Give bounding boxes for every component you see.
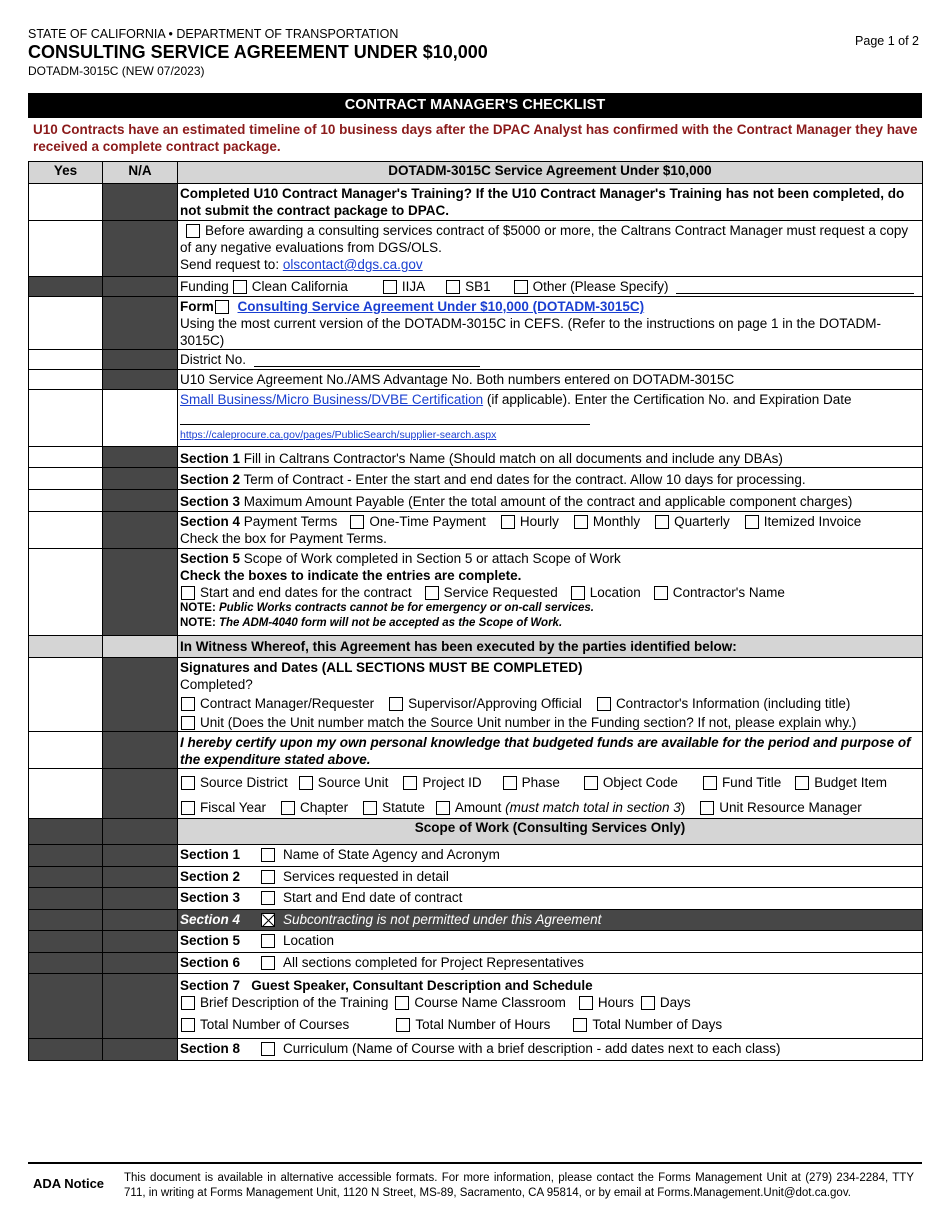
amount-label: Amount bbox=[454, 800, 502, 815]
service-requested-label: Service Requested bbox=[443, 585, 558, 600]
certify-statement: I hereby certify upon my own personal knowledge that budgeted funds are available for the period and purpose of the expenditure stated above. bbox=[180, 735, 911, 767]
yes-cell-disabled bbox=[29, 953, 103, 974]
total-courses-label: Total Number of Courses bbox=[200, 1017, 350, 1032]
fiscal-year-checkbox[interactable] bbox=[181, 801, 195, 815]
yes-cell[interactable] bbox=[29, 549, 103, 636]
footer-divider bbox=[28, 1162, 922, 1164]
iija-label: IIJA bbox=[401, 279, 426, 294]
agency-line: STATE OF CALIFORNIA • DEPARTMENT OF TRANSPORTATION bbox=[28, 27, 399, 41]
section3-label: Section 3 bbox=[180, 494, 241, 509]
source-unit-label: Source Unit bbox=[317, 775, 389, 790]
yes-cell-disabled bbox=[29, 636, 103, 658]
yes-cell[interactable] bbox=[29, 184, 103, 221]
na-cell-disabled bbox=[103, 1039, 178, 1061]
course-name-checkbox[interactable] bbox=[395, 996, 409, 1010]
na-cell-disabled bbox=[103, 370, 178, 390]
project-id-checkbox[interactable] bbox=[403, 776, 417, 790]
scope-section1-text: Name of State Agency and Acronym bbox=[283, 847, 500, 862]
training-item: Completed U10 Contract Manager's Training? If the U10 Contract Manager's Training has not been completed, do not submit the contract package to DPAC. bbox=[180, 186, 905, 218]
section5-label: Section 5 bbox=[180, 551, 241, 566]
na-cell-disabled bbox=[103, 512, 178, 549]
other-funding-checkbox[interactable] bbox=[514, 280, 528, 294]
ada-notice-title: ADA Notice bbox=[33, 1176, 105, 1191]
yes-cell-disabled bbox=[29, 974, 103, 1039]
na-cell-disabled bbox=[103, 819, 178, 845]
note-adm-4040: The ADM-4040 form will not be accepted as the Scope of Work. bbox=[218, 617, 563, 629]
source-district-label: Source District bbox=[200, 775, 288, 790]
contractor-name-label: Contractor's Name bbox=[672, 585, 785, 600]
send-request-label: Send request to: bbox=[180, 257, 280, 272]
scope-section2-label: Section 2 bbox=[180, 869, 241, 884]
scope-section5-checkbox[interactable] bbox=[261, 934, 275, 948]
ols-email-link[interactable]: olscontact@dgs.ca.gov bbox=[282, 257, 423, 272]
note-label: NOTE: bbox=[180, 617, 216, 629]
yes-cell[interactable] bbox=[29, 221, 103, 277]
scope-section3-label: Section 3 bbox=[180, 890, 241, 905]
na-cell-disabled bbox=[103, 447, 178, 468]
other-funding-label: Other (Please Specify) bbox=[532, 279, 669, 294]
yes-cell[interactable] bbox=[29, 297, 103, 350]
scope-section4-text: Subcontracting is not permitted under this Agreement bbox=[283, 912, 602, 927]
phase-label: Phase bbox=[521, 775, 560, 790]
supervisor-checkbox[interactable] bbox=[389, 697, 403, 711]
supplier-search-link[interactable]: https://caleprocure.ca.gov/pages/PublicSearch/supplier-search.aspx bbox=[180, 429, 497, 441]
scope-section1-checkbox[interactable] bbox=[261, 848, 275, 862]
project-id-label: Project ID bbox=[422, 775, 482, 790]
district-label: District No. bbox=[180, 352, 247, 367]
start-end-dates-checkbox[interactable] bbox=[181, 586, 195, 600]
section3-text: Maximum Amount Payable (Enter the total amount of the contract and applicable component charges) bbox=[243, 494, 853, 509]
budget-item-label: Budget Item bbox=[814, 775, 888, 790]
days-checkbox[interactable] bbox=[641, 996, 655, 1010]
scope-section8-label: Section 8 bbox=[180, 1041, 241, 1056]
location-label: Location bbox=[589, 585, 641, 600]
budget-item-checkbox[interactable] bbox=[795, 776, 809, 790]
clean-california-checkbox[interactable] bbox=[233, 280, 247, 294]
section4-label: Section 4 bbox=[180, 514, 241, 529]
na-cell-disabled bbox=[103, 297, 178, 350]
timeline-notice: U10 Contracts have an estimated timeline of 10 business days after the DPAC Analyst has confirmed with the Contract Manager they have received a complete contract package. bbox=[33, 122, 918, 154]
scope-section5-label: Section 5 bbox=[180, 933, 241, 948]
na-cell-disabled bbox=[103, 974, 178, 1039]
dotadm-3015c-link[interactable]: Consulting Service Agreement Under $10,000 (DOTADM-3015C) bbox=[237, 299, 645, 314]
unit-resource-checkbox[interactable] bbox=[700, 801, 714, 815]
section1-label: Section 1 bbox=[180, 451, 241, 466]
section2-text: Term of Contract - Enter the start and end dates for the contract. Allow 10 days for processing. bbox=[243, 472, 806, 487]
district-field[interactable] bbox=[254, 352, 480, 367]
unit-checkbox[interactable] bbox=[181, 716, 195, 730]
itemized-invoice-checkbox[interactable] bbox=[745, 515, 759, 529]
sb-certification-link[interactable]: Small Business/Micro Business/DVBE Certification bbox=[180, 392, 484, 407]
contract-manager-label: Contract Manager/Requester bbox=[200, 696, 375, 711]
section5-check-instruction: Check the boxes to indicate the entries are complete. bbox=[180, 568, 522, 583]
page-indicator: Page 1 of 2 bbox=[855, 34, 919, 48]
yes-cell-disabled bbox=[29, 888, 103, 910]
checklist-title: CONTRACT MANAGER'S CHECKLIST bbox=[28, 93, 922, 118]
statute-checkbox[interactable] bbox=[363, 801, 377, 815]
amount-checkbox[interactable] bbox=[436, 801, 450, 815]
sb1-label: SB1 bbox=[465, 279, 491, 294]
scope-title: Scope of Work (Consulting Services Only) bbox=[178, 819, 923, 845]
na-cell-disabled bbox=[103, 184, 178, 221]
days-label: Days bbox=[659, 995, 691, 1010]
yes-cell-disabled bbox=[29, 931, 103, 953]
yes-cell-disabled bbox=[29, 867, 103, 888]
na-cell-disabled bbox=[103, 468, 178, 490]
witness-heading: In Witness Whereof, this Agreement has been executed by the parties identified below: bbox=[180, 639, 737, 654]
scope-section6-label: Section 6 bbox=[180, 955, 241, 970]
monthly-checkbox[interactable] bbox=[574, 515, 588, 529]
na-cell-disabled bbox=[103, 845, 178, 867]
section1-text: Fill in Caltrans Contractor's Name (Should match on all documents and include any DBAs) bbox=[243, 451, 783, 466]
section2-label: Section 2 bbox=[180, 472, 241, 487]
scope-section7-label: Section 7 bbox=[180, 978, 241, 993]
ada-notice-text: This document is available in alternative accessible formats. For more information, please contact the Forms Management Unit at (279) 234-2284, TTY 711, in writing at Forms Management Unit, 1120 N Street, MS-89, Sacramento, CA 95814, or by email at Forms.Management.Unit@dot.ca.gov. bbox=[124, 1172, 914, 1199]
section4-text: Payment Terms bbox=[243, 514, 338, 529]
note-label: NOTE: bbox=[180, 602, 216, 614]
col-item-header: DOTADM-3015C Service Agreement Under $10,000 bbox=[178, 162, 923, 184]
supervisor-label: Supervisor/Approving Official bbox=[408, 696, 582, 711]
yes-cell[interactable] bbox=[29, 658, 103, 732]
object-code-label: Object Code bbox=[602, 775, 678, 790]
na-cell-disabled bbox=[103, 732, 178, 769]
negative-eval-text: Before awarding a consulting services contract of $5000 or more, the Caltrans Contract Manager must request a copy of any negative evaluations from DGS/OLS. bbox=[180, 223, 909, 255]
scope-section4-checkbox-checked[interactable] bbox=[261, 913, 275, 927]
na-cell-disabled bbox=[103, 888, 178, 910]
service-requested-checkbox[interactable] bbox=[425, 586, 439, 600]
quarterly-label: Quarterly bbox=[674, 514, 730, 529]
na-cell-disabled bbox=[103, 636, 178, 658]
location-checkbox[interactable] bbox=[571, 586, 585, 600]
sb-certification-text: (if applicable). Enter the Certification No. and Expiration Date bbox=[486, 392, 852, 407]
total-courses-checkbox[interactable] bbox=[181, 1018, 195, 1032]
scope-section6-text: All sections completed for Project Representatives bbox=[283, 955, 584, 970]
scope-section1-label: Section 1 bbox=[180, 847, 241, 862]
scope-section8-checkbox[interactable] bbox=[261, 1042, 275, 1056]
yes-cell-disabled bbox=[29, 277, 103, 297]
negative-eval-checkbox[interactable] bbox=[186, 224, 200, 238]
na-cell-disabled bbox=[103, 658, 178, 732]
form-number: DOTADM-3015C (NEW 07/2023) bbox=[28, 64, 205, 78]
yes-cell[interactable] bbox=[29, 732, 103, 769]
contractor-name-checkbox[interactable] bbox=[654, 586, 668, 600]
scope-section5-text: Location bbox=[283, 933, 335, 948]
fund-title-checkbox[interactable] bbox=[703, 776, 717, 790]
col-na-header: N/A bbox=[103, 162, 178, 184]
yes-cell-disabled bbox=[29, 1039, 103, 1061]
one-time-payment-checkbox[interactable] bbox=[350, 515, 364, 529]
yes-cell[interactable] bbox=[29, 447, 103, 468]
hours-label: Hours bbox=[597, 995, 634, 1010]
scope-section6-checkbox[interactable] bbox=[261, 956, 275, 970]
scope-section8-text: Curriculum (Name of Course with a brief description - add dates next to each class) bbox=[283, 1041, 781, 1056]
brief-description-checkbox[interactable] bbox=[181, 996, 195, 1010]
na-cell-disabled bbox=[103, 867, 178, 888]
na-cell-disabled bbox=[103, 953, 178, 974]
source-unit-checkbox[interactable] bbox=[299, 776, 313, 790]
yes-cell[interactable] bbox=[29, 390, 103, 447]
section5-text: Scope of Work completed in Section 5 or attach Scope of Work bbox=[243, 551, 621, 566]
form-note: Using the most current version of the DOTADM-3015C in CEFS. (Refer to the instructions on page 1 in the DOTADM-3015C) bbox=[180, 316, 882, 348]
checklist-table bbox=[28, 161, 923, 1061]
contractor-info-label: Contractor's Information (including title) bbox=[615, 696, 851, 711]
funding-label: Funding bbox=[180, 279, 229, 294]
chapter-checkbox[interactable] bbox=[281, 801, 295, 815]
completed-label: Completed? bbox=[180, 677, 253, 692]
u10-number-item: U10 Service Agreement No./AMS Advantage No. Both numbers entered on DOTADM-3015C bbox=[180, 372, 735, 387]
na-cell-disabled bbox=[103, 931, 178, 953]
note-public-works: Public Works contracts cannot be for emergency or on-call services. bbox=[218, 602, 594, 614]
form-checkbox[interactable] bbox=[215, 300, 229, 314]
scope-section7-title: Guest Speaker, Consultant Description and Schedule bbox=[251, 978, 593, 993]
yes-cell[interactable] bbox=[29, 350, 103, 370]
hourly-checkbox[interactable] bbox=[501, 515, 515, 529]
hourly-label: Hourly bbox=[519, 514, 559, 529]
form-title: CONSULTING SERVICE AGREEMENT UNDER $10,000 bbox=[28, 42, 488, 62]
na-cell-disabled bbox=[103, 221, 178, 277]
sb1-checkbox[interactable] bbox=[446, 280, 460, 294]
hours-checkbox[interactable] bbox=[579, 996, 593, 1010]
scope-section3-text: Start and End date of contract bbox=[283, 890, 463, 905]
statute-label: Statute bbox=[382, 800, 425, 815]
na-cell[interactable] bbox=[103, 390, 178, 447]
clean-california-label: Clean California bbox=[251, 279, 348, 294]
yes-cell[interactable] bbox=[29, 370, 103, 390]
na-cell-disabled bbox=[103, 549, 178, 636]
itemized-invoice-label: Itemized Invoice bbox=[763, 514, 862, 529]
amount-note: (must match total in section 3 bbox=[505, 800, 681, 815]
certification-field[interactable] bbox=[180, 414, 590, 425]
scope-section2-checkbox[interactable] bbox=[261, 870, 275, 884]
unit-label: Unit (Does the Unit number match the Source Unit number in the Funding section? If not, please explain why.) bbox=[200, 715, 857, 730]
chapter-label: Chapter bbox=[300, 800, 349, 815]
monthly-label: Monthly bbox=[592, 514, 641, 529]
yes-cell[interactable] bbox=[29, 490, 103, 512]
course-name-label: Course Name Classroom bbox=[414, 995, 566, 1010]
yes-cell-disabled bbox=[29, 845, 103, 867]
source-district-checkbox[interactable] bbox=[181, 776, 195, 790]
fiscal-year-label: Fiscal Year bbox=[200, 800, 267, 815]
yes-cell[interactable] bbox=[29, 512, 103, 549]
col-yes-header: Yes bbox=[29, 162, 103, 184]
na-cell-disabled bbox=[103, 350, 178, 370]
other-funding-field[interactable] bbox=[676, 279, 914, 294]
total-days-checkbox[interactable] bbox=[573, 1018, 587, 1032]
amount-close: ) bbox=[680, 800, 686, 815]
yes-cell-disabled bbox=[29, 910, 103, 931]
quarterly-checkbox[interactable] bbox=[655, 515, 669, 529]
phase-checkbox[interactable] bbox=[503, 776, 517, 790]
start-end-dates-label: Start and end dates for the contract bbox=[200, 585, 412, 600]
yes-cell[interactable] bbox=[29, 468, 103, 490]
na-cell-disabled bbox=[103, 769, 178, 819]
na-cell-disabled bbox=[103, 910, 178, 931]
total-hours-checkbox[interactable] bbox=[396, 1018, 410, 1032]
payment-note: Check the box for Payment Terms. bbox=[180, 531, 387, 546]
yes-cell[interactable] bbox=[29, 769, 103, 819]
yes-cell-disabled bbox=[29, 819, 103, 845]
brief-description-label: Brief Description of the Training bbox=[200, 995, 389, 1010]
contractor-info-checkbox[interactable] bbox=[597, 697, 611, 711]
one-time-payment-label: One-Time Payment bbox=[369, 514, 486, 529]
form-label: Form bbox=[180, 299, 214, 314]
signatures-title: Signatures and Dates (ALL SECTIONS MUST BE COMPLETED) bbox=[180, 660, 583, 675]
total-hours-label: Total Number of Hours bbox=[415, 1017, 551, 1032]
total-days-label: Total Number of Days bbox=[592, 1017, 723, 1032]
scope-section2-text: Services requested in detail bbox=[283, 869, 449, 884]
scope-section4-label: Section 4 bbox=[180, 912, 241, 927]
fund-title-label: Fund Title bbox=[721, 775, 782, 790]
iija-checkbox[interactable] bbox=[383, 280, 397, 294]
unit-resource-label: Unit Resource Manager bbox=[719, 800, 862, 815]
scope-section3-checkbox[interactable] bbox=[261, 891, 275, 905]
na-cell-disabled bbox=[103, 490, 178, 512]
na-cell-disabled bbox=[103, 277, 178, 297]
contract-manager-checkbox[interactable] bbox=[181, 697, 195, 711]
object-code-checkbox[interactable] bbox=[584, 776, 598, 790]
